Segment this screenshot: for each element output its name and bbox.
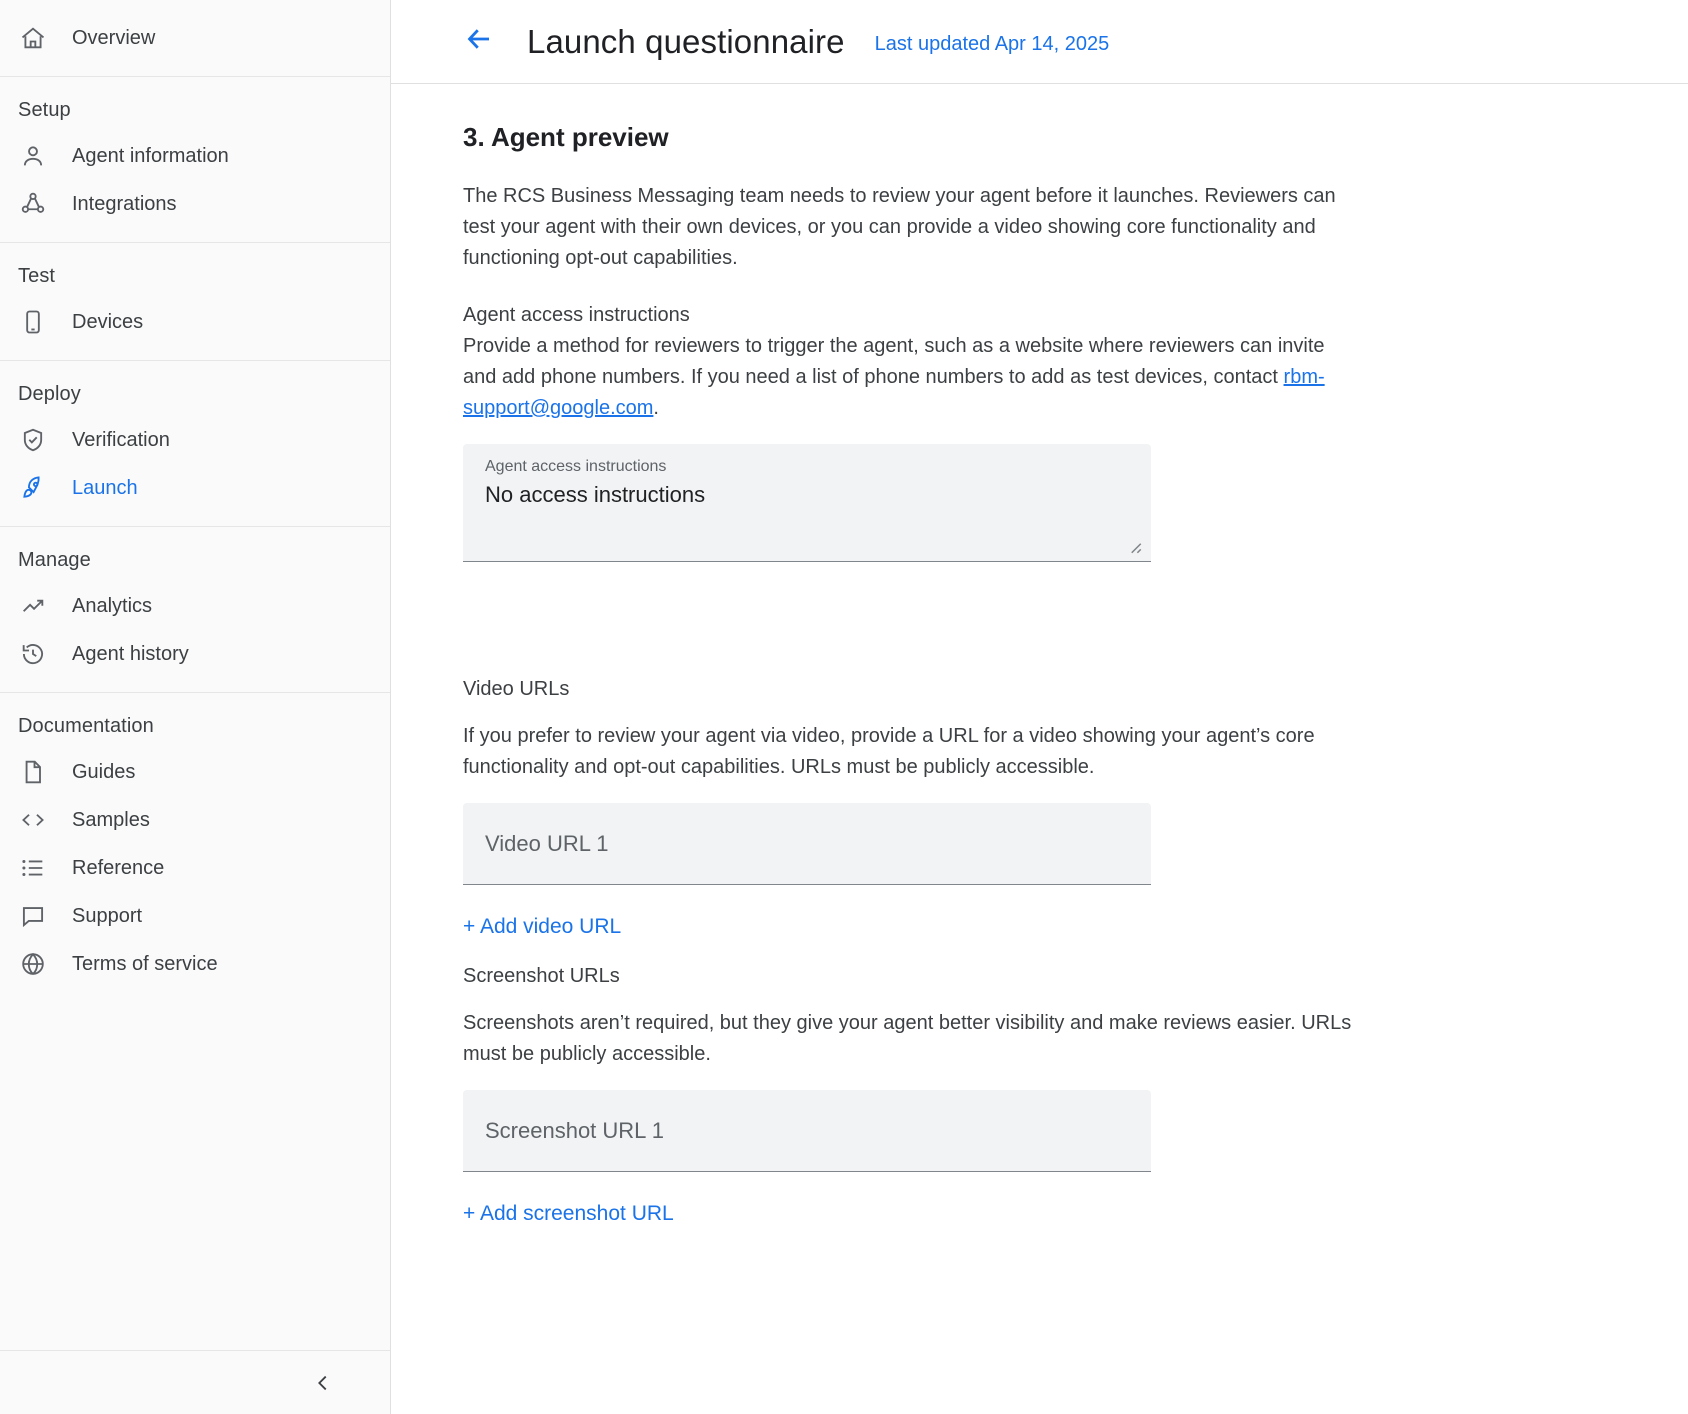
sidebar-group-title: Documentation (18, 715, 154, 737)
sidebar-item-label: Support (72, 904, 143, 927)
sidebar-collapse-button[interactable] (0, 1350, 390, 1414)
back-button[interactable] (459, 22, 499, 62)
sidebar-group-documentation (0, 693, 390, 1002)
history-icon (18, 639, 48, 669)
sidebar-item-label: Terms of service (72, 952, 218, 975)
sidebar-item-integrations[interactable] (0, 180, 390, 228)
chat-icon (18, 901, 48, 931)
sidebar-item-samples[interactable] (0, 796, 390, 844)
sidebar-item-guides[interactable] (0, 748, 390, 796)
sidebar-item-agent-information[interactable] (0, 132, 390, 180)
sidebar-item-label: Agent history (72, 642, 189, 665)
sidebar-item-label: Verification (72, 428, 170, 451)
phone-icon (18, 307, 48, 337)
trending-up-icon (18, 591, 48, 621)
textarea-floating-label: Agent access instructions (485, 458, 667, 475)
sidebar-item-launch[interactable] (0, 464, 390, 512)
sidebar-item-label: Integrations (72, 192, 177, 215)
sidebar-item-overview[interactable] (0, 14, 390, 62)
shield-check-icon (18, 425, 48, 455)
access-instructions-description (463, 331, 1363, 424)
sidebar-item-label: Samples (72, 808, 150, 831)
arrow-left-icon (464, 24, 494, 59)
document-icon (18, 757, 48, 787)
add-screenshot-url-button[interactable]: + Add screenshot URL (463, 1202, 674, 1225)
screenshot-urls-title: Screenshot URLs (463, 965, 620, 987)
page-header (391, 0, 1688, 84)
sidebar-group-title: Test (18, 265, 56, 287)
globe-icon (18, 949, 48, 979)
sidebar-item-reference[interactable] (0, 844, 390, 892)
sidebar-item-label: Agent information (72, 144, 229, 167)
textarea-value: No access instructions (485, 482, 706, 507)
sidebar-group-overview (0, 0, 390, 77)
sidebar-item-label: Analytics (72, 594, 153, 617)
form-content (391, 84, 1688, 1252)
person-icon (18, 141, 48, 171)
sidebar-item-label: Reference (72, 856, 165, 879)
rocket-icon (18, 473, 48, 503)
agent-access-instructions-textarea[interactable] (463, 444, 1151, 562)
section-title: 3. Agent preview (463, 122, 669, 152)
video-urls-description: If you prefer to review your agent via video, provide a URL for a video showing your agent’s core functionality and opt-out capabilities. URLs must be publicly accessible. (463, 725, 1315, 778)
sidebar-group-title: Setup (18, 99, 71, 121)
screenshot-url-1-input[interactable]: Screenshot URL 1 (463, 1090, 1151, 1172)
sidebar-spacer (0, 1002, 390, 1350)
page-title: Launch questionnaire (527, 22, 845, 60)
sidebar-group-test (0, 243, 390, 361)
sidebar-item-devices[interactable] (0, 298, 390, 346)
list-icon (18, 853, 48, 883)
sidebar-item-support[interactable] (0, 892, 390, 940)
rbm-support-email-link[interactable]: rbm-support@google.com (463, 366, 1325, 419)
access-desc-part2: . (653, 397, 659, 419)
sidebar-item-agent-history[interactable] (0, 630, 390, 678)
sidebar-item-analytics[interactable] (0, 582, 390, 630)
last-updated-label: Last updated Apr 14, 2025 (874, 33, 1110, 55)
resize-handle-icon[interactable] (1125, 537, 1143, 555)
add-video-url-button[interactable]: + Add video URL (463, 915, 622, 938)
sidebar-group-deploy (0, 361, 390, 527)
sidebar-group-setup (0, 77, 390, 243)
sidebar-group-title: Deploy (18, 383, 81, 405)
chevron-left-icon (308, 1368, 338, 1398)
section-spacer (463, 562, 1616, 678)
code-icon (18, 805, 48, 835)
sidebar-group-title: Manage (18, 549, 91, 571)
sidebar-item-label: Guides (72, 760, 136, 783)
integrations-icon (18, 189, 48, 219)
sidebar-group-manage (0, 527, 390, 693)
video-url-1-input[interactable]: Video URL 1 (463, 803, 1151, 885)
home-icon (18, 23, 48, 53)
sidebar-item-label: Launch (72, 476, 138, 499)
section-intro-text: The RCS Business Messaging team needs to review your agent before it launches. Reviewers can test your agent with their own devices, or you can provide a video showing core functionality and functioning opt-out capabilities. (463, 185, 1336, 269)
access-desc-part1: Provide a method for reviewers to trigger the agent, such as a website where reviewers can invite and add phone numbers. If you need a list of phone numbers to add as test devices, contact (463, 335, 1325, 388)
sidebar-item-terms-of-service[interactable] (0, 940, 390, 988)
video-urls-title: Video URLs (463, 678, 570, 700)
sidebar-item-label: Overview (72, 26, 156, 49)
main-content (391, 0, 1688, 1414)
screenshot-urls-description: Screenshots aren’t required, but they give your agent better visibility and make reviews easier. URLs must be publicly accessible. (463, 1012, 1352, 1065)
access-instructions-title: Agent access instructions (463, 304, 690, 326)
sidebar-item-label: Devices (72, 310, 144, 333)
sidebar-item-verification[interactable] (0, 416, 390, 464)
sidebar (0, 0, 391, 1414)
